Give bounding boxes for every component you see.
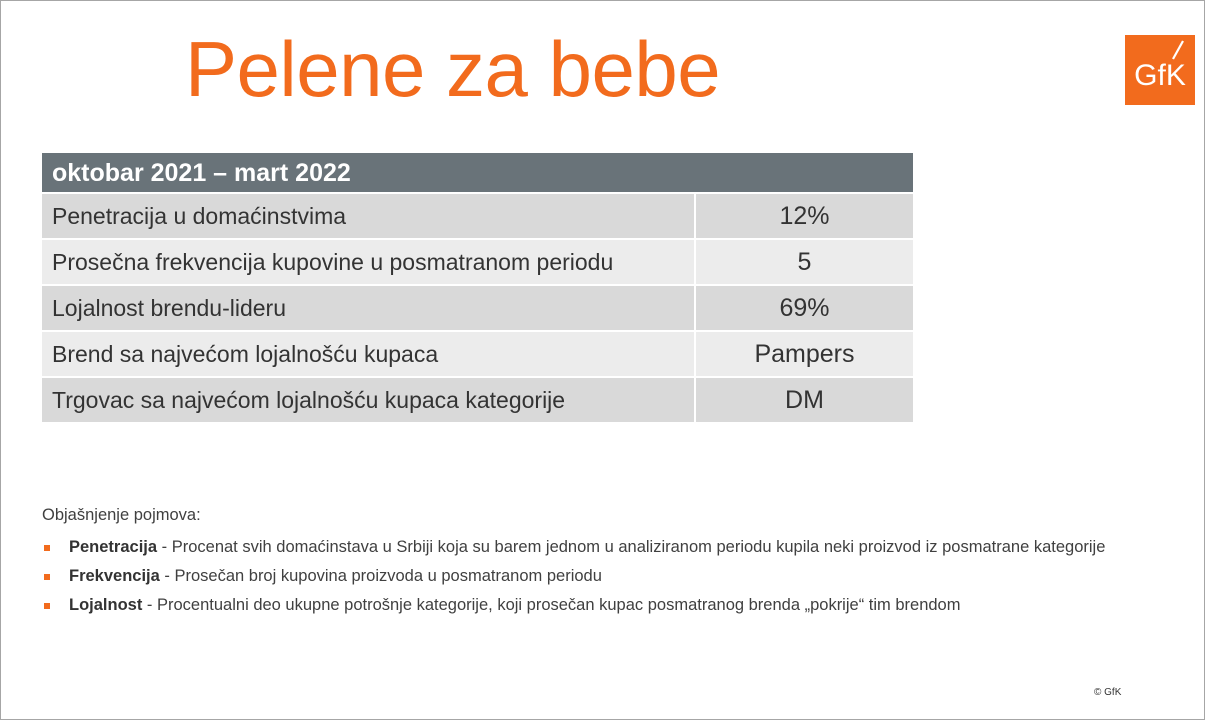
row-value: Pampers xyxy=(754,340,855,368)
definition-text: - Prosečan broj kupovina proizvoda u posmatranom periodu xyxy=(159,567,602,585)
definitions-section xyxy=(42,506,1142,621)
gfk-logo xyxy=(1125,35,1195,105)
definition-text: - Procentualni deo ukupne potrošnje kategorije, koji prosečan kupac posmatranog brenda „pokrije“ tim brendom xyxy=(142,596,961,614)
table-row xyxy=(42,192,913,238)
row-value: 12% xyxy=(779,202,830,230)
logo-text: GfK xyxy=(1134,59,1186,92)
bullet-icon xyxy=(44,574,50,580)
row-value: 69% xyxy=(779,294,830,322)
definition-term: Penetracija xyxy=(69,538,158,556)
table-row xyxy=(42,284,913,330)
table-row xyxy=(42,376,913,422)
table-header: oktobar 2021 – mart 2022 xyxy=(42,153,913,192)
table-row xyxy=(42,238,913,284)
definition-item xyxy=(42,592,1142,619)
row-label: Prosečna frekvencija kupovine u posmatranom periodu xyxy=(42,240,696,284)
row-label: Lojalnost brendu-lideru xyxy=(42,286,696,330)
row-value: DM xyxy=(785,386,824,414)
table-row xyxy=(42,330,913,376)
definition-term: Frekvencija xyxy=(69,567,160,585)
copyright-text: © GfK xyxy=(1094,687,1122,698)
row-label: Brend sa najvećom lojalnošću kupaca xyxy=(42,332,696,376)
row-label: Trgovac sa najvećom lojalnošću kupaca kategorije xyxy=(42,378,696,422)
stats-table xyxy=(42,153,913,422)
bullet-icon xyxy=(44,545,50,551)
definitions-heading: Objašnjenje pojmova: xyxy=(42,506,201,524)
bullet-icon xyxy=(44,603,50,609)
definition-text: - Procenat svih domaćinstava u Srbiji koja su barem jednom u analiziranom periodu kupila neki proizvod iz posmatrane kategorije xyxy=(157,538,1106,556)
page-title: Pelene za bebe xyxy=(185,25,721,113)
definition-item xyxy=(42,563,1142,590)
definition-item xyxy=(42,534,1142,561)
definition-term: Lojalnost xyxy=(69,596,143,614)
row-label: Penetracija u domaćinstvima xyxy=(42,194,696,238)
row-value: 5 xyxy=(797,248,812,276)
